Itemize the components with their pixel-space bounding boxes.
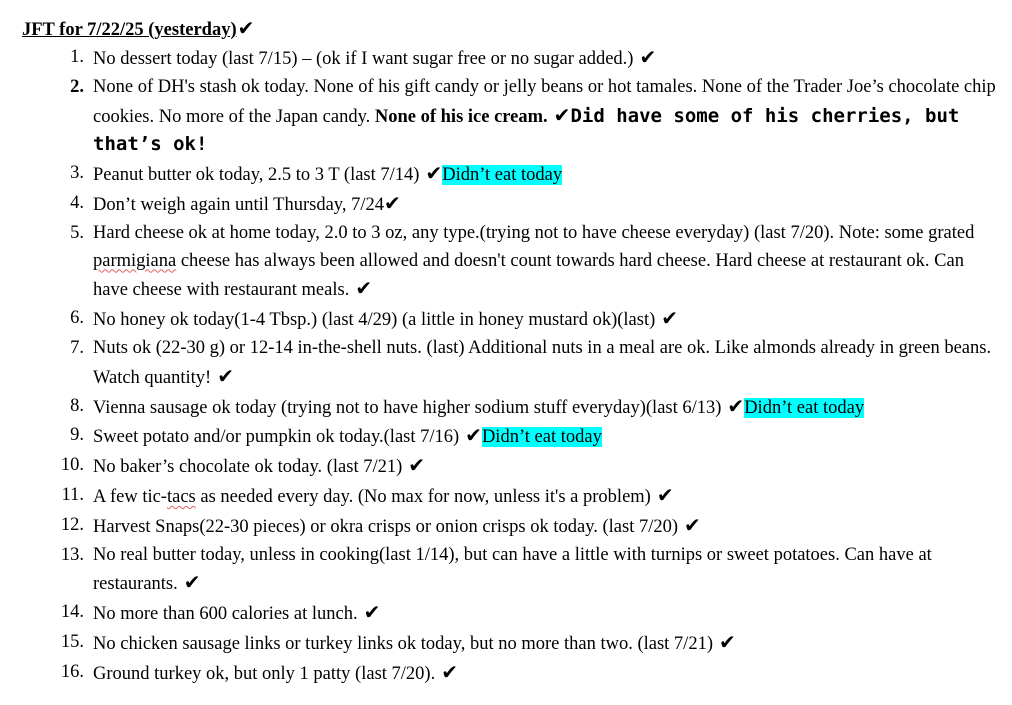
item-number: 3. <box>70 163 84 184</box>
checkmark-icon: ✔ <box>425 161 443 186</box>
item-number: 14. <box>60 602 84 623</box>
list-item <box>22 599 997 629</box>
item-number: 9. <box>70 425 84 446</box>
item-number: 8. <box>70 395 84 416</box>
checkmark-icon: ✔ <box>727 393 745 418</box>
item-number: 7. <box>70 337 84 358</box>
list-item <box>22 190 997 220</box>
document-page <box>22 16 997 689</box>
item-number: 4. <box>70 192 84 213</box>
checkmark-icon: ✔ <box>408 453 426 478</box>
checkmark-icon: ✔ <box>363 600 381 625</box>
highlighted-note: Didn’t eat today <box>744 397 865 418</box>
checkmark-icon: ✔ <box>183 570 201 595</box>
item-number: 1. <box>70 47 84 67</box>
item-number: 10. <box>60 455 84 476</box>
checkmark-icon: ✔ <box>465 423 482 448</box>
misspelled-word: tacs <box>166 486 196 507</box>
title-text: JFT for 7/22/25 (yesterday) <box>22 20 237 40</box>
item-number: 16. <box>60 661 84 682</box>
list-item <box>22 305 997 335</box>
item-number: 5. <box>70 222 84 243</box>
item-text: A few tic- <box>93 486 167 507</box>
list-item <box>22 452 997 482</box>
item-number: 15. <box>60 631 84 652</box>
checkmark-icon: ✔ <box>217 363 234 388</box>
checkmark-icon: ✔ <box>661 306 679 331</box>
item-number: 6. <box>70 308 84 329</box>
checkmark-icon: ✔ <box>639 45 657 69</box>
list-item <box>22 482 997 512</box>
item-note: Did have some of his cherries, but that’s ok! <box>93 104 960 156</box>
highlighted-note: Didn’t eat today <box>481 427 602 448</box>
item-text: No chicken sausage links or turkey links ok today, but no more than two. (last 7/21) <box>93 633 713 654</box>
checkmark-icon: ✔ <box>384 190 401 215</box>
checkmark-icon: ✔ <box>718 629 736 654</box>
item-text: No more than 600 calories at lunch. <box>93 604 358 625</box>
list-item <box>22 512 997 542</box>
item-text: Harvest Snaps(22-30 pieces) or okra crisps or onion crisps ok today. (last 7/20) <box>93 516 679 537</box>
item-number: 11. <box>61 484 84 505</box>
item-text: Nuts ok (22-30 g) or 12-14 in-the-shell nuts. (last) Additional nuts in a meal are ok. Like almonds already in green beans. Watch quantity! <box>93 337 992 388</box>
item-text: Hard cheese ok at home today, 2.0 to 3 oz, any type.(trying not to have cheese everyday) (last 7/20). Note: some grated <box>93 222 975 243</box>
checkmark-icon: ✔ <box>441 659 458 684</box>
list-item <box>22 220 997 305</box>
item-text: No real butter today, unless in cooking(last 1/14), but can have a little with turnips or sweet potatoes. Can have at restaurants. <box>93 544 932 595</box>
item-number: 12. <box>60 514 84 535</box>
list-item <box>22 44 997 74</box>
item-bold-text: None of his ice cream. <box>374 106 548 127</box>
checkmark-icon: ✔ <box>684 512 701 537</box>
item-text: None of DH's stash ok today. None of his gift candy or jelly beans or hot tamales. None of the Trader Joe’s chocolate chip cookies. No more of the Japan candy. <box>93 76 996 127</box>
list-item <box>22 160 997 190</box>
item-text: No honey ok today(1-4 Tbsp.) (last 4/29) (a little in honey mustard ok)(last) <box>93 310 656 331</box>
item-text: No baker’s chocolate ok today. (last 7/21) <box>93 457 403 478</box>
highlighted-note: Didn’t eat today <box>442 165 563 186</box>
item-text: Peanut butter ok today, 2.5 to 3 T (last 7/14) <box>93 165 420 186</box>
item-text-continued: as needed every day. (No max for now, unless it's a problem) <box>200 486 651 507</box>
item-text-continued: cheese has always been allowed and doesn't count towards hard cheese. Hard cheese at restaurant ok. Can have cheese with restaurant meals. <box>93 250 964 301</box>
checkmark-icon: ✔ <box>656 482 674 507</box>
list-item <box>22 74 997 160</box>
list-item <box>22 659 997 689</box>
document-title <box>22 16 997 42</box>
list-item <box>22 422 997 452</box>
list-item <box>22 542 997 600</box>
item-text: Vienna sausage ok today (trying not to have higher sodium stuff everyday)(last 6/13) <box>93 397 722 418</box>
checkmark-icon: ✔ <box>553 102 571 127</box>
rules-list <box>22 44 997 689</box>
misspelled-word: parmigiana <box>93 250 177 271</box>
checkmark-icon: ✔ <box>355 276 373 301</box>
item-number: 2. <box>70 76 84 97</box>
item-text: No dessert today (last 7/15) – (ok if I want sugar free or no sugar added.) <box>93 49 634 69</box>
item-text: Ground turkey ok, but only 1 patty (last 7/20). <box>93 663 436 684</box>
list-item <box>22 393 997 423</box>
item-text: Sweet potato and/or pumpkin ok today.(last 7/16) <box>93 427 460 448</box>
item-number: 13. <box>60 544 84 565</box>
list-item <box>22 335 997 393</box>
item-text: Don’t weigh again until Thursday, 7/24 <box>93 194 384 215</box>
title-checkmark-icon: ✔ <box>237 16 255 40</box>
list-item <box>22 629 997 659</box>
